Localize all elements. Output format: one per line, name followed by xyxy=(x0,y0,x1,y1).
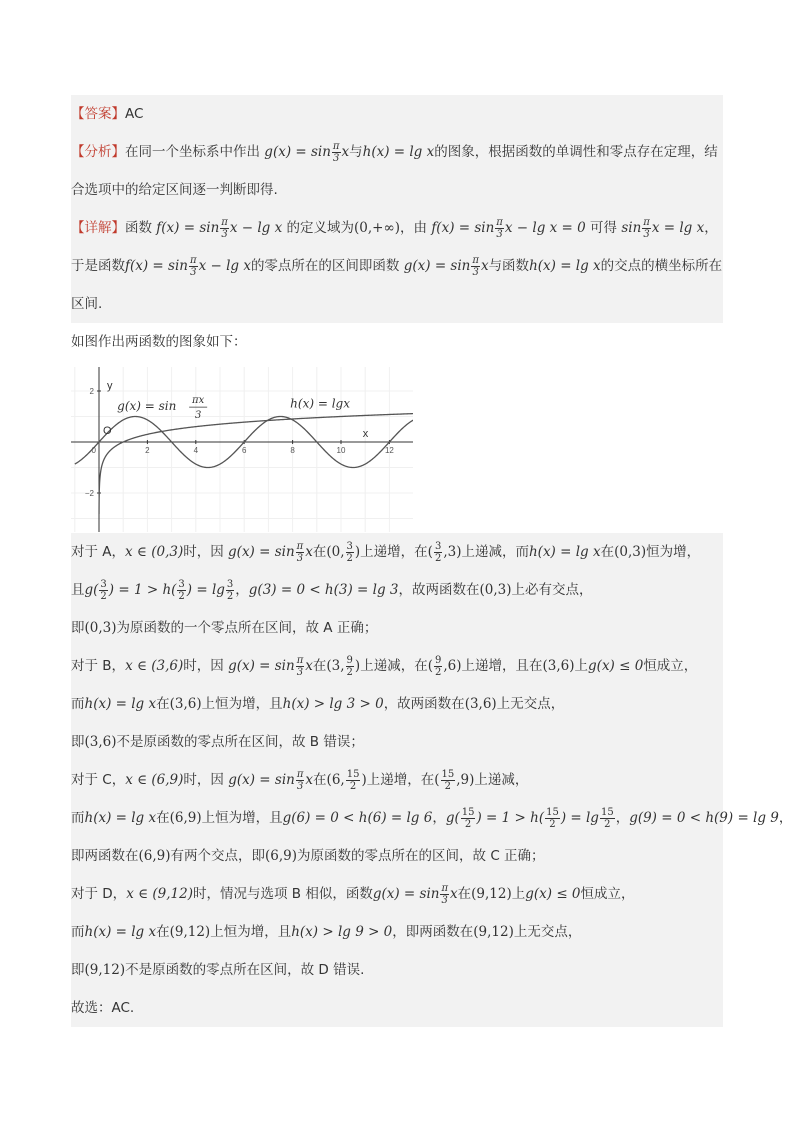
case-a-line-2 xyxy=(71,571,723,609)
zero-tick-label: 0 xyxy=(91,446,96,455)
case-b-line-2 xyxy=(71,685,723,723)
text: 恒成立， xyxy=(643,658,698,674)
function-graph xyxy=(71,367,413,532)
fraction: $\frac{\pi}{3}$ xyxy=(189,254,197,278)
math: (3, xyxy=(326,658,345,674)
x-axis-label: x xyxy=(362,428,369,440)
case-a-line-1 xyxy=(71,533,723,571)
text: 于是函数 xyxy=(71,258,125,274)
case-c-line-1 xyxy=(71,761,723,799)
answer-line xyxy=(71,95,723,133)
solution-block xyxy=(71,95,793,1027)
math: x − lg x xyxy=(198,258,251,274)
math: g(x) = sin xyxy=(228,772,295,788)
math: h(x) = lg x xyxy=(84,924,157,940)
text: ， xyxy=(704,220,718,236)
analysis-text: 在同一个坐标系中作出 xyxy=(125,144,260,160)
text: 为原函数的零点所在的区间，故 C 正确； xyxy=(297,848,545,864)
fraction: $\frac{\pi}{3}$ xyxy=(296,654,304,678)
case-b-line-1 xyxy=(71,647,723,685)
analysis-text: 的图象，根据函数的单调性和零点存在定理，结 xyxy=(434,144,718,160)
fraction: $\frac{\pi}{3}$ xyxy=(441,882,449,906)
case-d-line-1 xyxy=(71,875,723,913)
final-answer: 故选：AC. xyxy=(71,1000,135,1016)
text: 对于 B， xyxy=(71,658,126,674)
case-c-line-2 xyxy=(71,799,793,837)
fraction: $\frac{15}{2}$ xyxy=(600,806,614,830)
math: g(x) = sin xyxy=(372,886,440,902)
math: ( xyxy=(427,544,433,560)
math: ( xyxy=(427,658,433,674)
fraction: $\frac{\pi}{3}$ xyxy=(496,216,503,240)
text: 上无交点， xyxy=(496,696,565,712)
h-legend-label: h(x) = lgx xyxy=(290,396,351,411)
g-label-denominator: 3 xyxy=(194,410,202,422)
text: 在 xyxy=(600,544,615,560)
text: 上必有交点， xyxy=(511,582,593,598)
text: 上无交点， xyxy=(513,924,582,940)
x-tick-label: 10 xyxy=(336,446,346,455)
text: 上递减， xyxy=(474,772,529,788)
fraction: $\frac{15}{2}$ xyxy=(346,768,360,792)
y-axis-label: y xyxy=(107,380,113,392)
math: ,3) xyxy=(443,544,462,560)
text: 上递增，且在 xyxy=(461,658,543,674)
math: g( xyxy=(445,810,460,826)
math-g: g(x) = sin xyxy=(264,144,331,160)
fraction: $\frac{3}{2}$ xyxy=(100,578,107,602)
analysis-line-2 xyxy=(71,171,723,209)
math: (9,12) xyxy=(169,924,211,940)
text: 恒成立， xyxy=(580,886,635,902)
text: 在 xyxy=(312,544,327,560)
text: 时，因 xyxy=(183,772,224,788)
math-f: f(x) = sin xyxy=(125,258,188,274)
text: 在 xyxy=(156,924,170,940)
fraction: $\frac{3}{2}$ xyxy=(226,578,234,602)
math: ) = 1 > h( xyxy=(108,582,177,598)
graph-intro-line xyxy=(71,323,723,361)
text: 而 xyxy=(71,810,85,826)
fraction: $\frac{3}{2}$ xyxy=(346,540,353,564)
text: 即 xyxy=(71,620,85,636)
math: sin xyxy=(621,220,642,236)
text: 为原函数的一个零点所在区间，故 A 正确； xyxy=(116,620,378,636)
text: 上 xyxy=(511,886,526,902)
math-g: g(x) = sin xyxy=(403,258,471,274)
fraction: $\frac{15}{2}$ xyxy=(461,806,475,830)
case-d-line-3 xyxy=(71,951,723,989)
math-h: h(x) = lg x xyxy=(529,258,601,274)
math: (6,9) xyxy=(265,848,298,864)
text: 不是原函数的零点所在区间，故 D 错误. xyxy=(125,962,365,978)
text: 即 xyxy=(71,734,85,750)
math: ,6) xyxy=(443,658,462,674)
math: ,9) xyxy=(456,772,475,788)
text: 的定义域为 xyxy=(286,220,355,236)
math: (0,3) xyxy=(84,620,117,636)
math: h(x) = lg x xyxy=(84,810,157,826)
math: ) xyxy=(354,544,361,560)
math: (9,12) xyxy=(471,886,512,902)
text: 上递增，在 xyxy=(366,772,435,788)
fraction: $\frac{15}{2}$ xyxy=(441,768,455,792)
math: ) = 1 > h( xyxy=(476,810,545,826)
math-h: h(x) = lg x xyxy=(362,144,435,160)
final-answer-line xyxy=(71,989,723,1027)
math: x ∈ (6,9) xyxy=(125,772,184,788)
text: 而 xyxy=(71,924,85,940)
math: g(9) = 0 < h(9) = lg 9 xyxy=(629,810,779,826)
math: (9,12) xyxy=(473,924,514,940)
math: (0, xyxy=(326,544,345,560)
math: g(x) = sin xyxy=(228,544,295,560)
x-tick-label: 8 xyxy=(290,446,295,455)
math: (3,6) xyxy=(464,696,497,712)
math-x: x xyxy=(341,144,350,160)
text: 可得 xyxy=(590,220,618,236)
fraction: $\frac{\pi}{3}$ xyxy=(472,254,479,278)
origin-label: O xyxy=(103,425,112,437)
math: g(x) = sin xyxy=(228,658,295,674)
text: 在 xyxy=(156,696,170,712)
math: x = lg x xyxy=(651,220,705,236)
x-tick-label: 12 xyxy=(384,446,394,455)
text: 函数 xyxy=(125,220,152,236)
math: x ∈ (3,6) xyxy=(125,658,184,674)
text: 即两函数在 xyxy=(71,848,139,864)
text: 即 xyxy=(71,962,85,978)
text: ，即两函数在 xyxy=(392,924,474,940)
math: (6,9) xyxy=(169,810,202,826)
text: 上恒为增，且 xyxy=(201,696,283,712)
text: 对于 A， xyxy=(71,544,126,560)
math: (3,6) xyxy=(542,658,575,674)
text: ， xyxy=(778,810,793,826)
analysis-text: 合选项中的给定区间逐一判断即得. xyxy=(71,182,278,198)
y-tick-label: 2 xyxy=(89,387,94,396)
fraction: $\frac{3}{2}$ xyxy=(178,578,185,602)
math: (3,6) xyxy=(169,696,202,712)
text: 上递增，在 xyxy=(360,544,428,560)
text: 在 xyxy=(312,658,327,674)
fraction: $\frac{\pi}{3}$ xyxy=(296,540,304,564)
text: ， xyxy=(615,810,630,826)
text: 的交点的横坐标所在 xyxy=(600,258,723,274)
text: ，故两函数在 xyxy=(398,582,480,598)
fraction: $\frac{\pi}{3}$ xyxy=(221,216,228,240)
math: h(x) > lg 3 > 0 xyxy=(282,696,384,712)
text: 对于 C， xyxy=(71,772,126,788)
math: x − lg x = 0 xyxy=(504,220,586,236)
text: 不是原函数的零点所在区间，故 B 错误； xyxy=(116,734,364,750)
math-f: f(x) = sin xyxy=(156,220,220,236)
math: ) = lg xyxy=(186,582,225,598)
text: 时，情况与选项 B 相似，函数 xyxy=(192,886,373,902)
text: 在 xyxy=(457,886,472,902)
math: x xyxy=(305,544,313,560)
math: ) = lg xyxy=(560,810,599,826)
text: 在 xyxy=(156,810,170,826)
math-domain: (0,+∞) xyxy=(354,220,401,236)
detail-line-2 xyxy=(71,247,723,285)
text: ，故两函数在 xyxy=(383,696,465,712)
text: 上 xyxy=(574,658,589,674)
x-tick-label: 2 xyxy=(145,446,150,455)
case-c-line-3 xyxy=(71,837,723,875)
math: g( xyxy=(84,582,99,598)
answer-tag: 【答案】 xyxy=(71,106,125,122)
text: 对于 D， xyxy=(71,886,127,902)
x-tick-label: 6 xyxy=(241,446,247,455)
math: g(6) = 0 < h(6) = lg 6 xyxy=(282,810,433,826)
math: (0,3) xyxy=(614,544,647,560)
text: 区间. xyxy=(71,296,103,312)
text: 恒为增， xyxy=(646,544,701,560)
detail-tag: 【详解】 xyxy=(71,220,125,236)
math: x − lg x xyxy=(229,220,283,236)
case-d-line-2 xyxy=(71,913,723,951)
text: 而 xyxy=(71,696,85,712)
text: 上恒为增，且 xyxy=(201,810,283,826)
graph-intro: 如图作出两函数的图象如下： xyxy=(71,334,247,350)
text: 时，因 xyxy=(183,658,224,674)
math: (9,12) xyxy=(84,962,126,978)
text: 的零点所在的区间即函数 xyxy=(250,258,400,274)
math: (0,3) xyxy=(479,582,512,598)
fraction: $\frac{3}{2}$ xyxy=(434,540,442,564)
math: x ∈ (9,12) xyxy=(126,886,193,902)
math: x xyxy=(450,886,458,902)
text: 与函数 xyxy=(488,258,530,274)
text: ， xyxy=(432,810,446,826)
math: (3,6) xyxy=(84,734,117,750)
case-a-line-3 xyxy=(71,609,723,647)
fraction: $\frac{15}{2}$ xyxy=(546,806,559,830)
text: 上恒为增，且 xyxy=(210,924,292,940)
text: 上递减，在 xyxy=(360,658,428,674)
x-tick-label: 4 xyxy=(193,446,199,455)
fraction: $\frac{\pi}{3}$ xyxy=(296,768,304,792)
text: 上递减，而 xyxy=(461,544,529,560)
graph-container xyxy=(71,361,723,533)
math: g(x) ≤ 0 xyxy=(588,658,644,674)
fraction: $\frac{\pi}{3}$ xyxy=(332,140,340,164)
math: h(x) > lg 9 > 0 xyxy=(291,924,393,940)
text: ， xyxy=(235,582,249,598)
math-f: f(x) = sin xyxy=(431,220,495,236)
detail-line-3 xyxy=(71,285,723,323)
text: 有两个交点，即 xyxy=(170,848,266,864)
text: ，由 xyxy=(400,220,428,236)
case-b-line-3 xyxy=(71,723,723,761)
math: x xyxy=(305,772,314,788)
g-label-numerator: πx xyxy=(192,395,205,407)
analysis-line-1 xyxy=(71,133,723,171)
math: ) xyxy=(361,772,367,788)
g-label-text: g(x) = sin xyxy=(117,399,177,414)
analysis-tag: 【分析】 xyxy=(71,144,125,160)
math: x ∈ (0,3) xyxy=(125,544,184,560)
math: g(x) ≤ 0 xyxy=(525,886,581,902)
math: (6, xyxy=(326,772,345,788)
math: (6,9) xyxy=(138,848,171,864)
math: x xyxy=(305,658,313,674)
text: 且 xyxy=(71,582,85,598)
math-x: x xyxy=(480,258,489,274)
text: 在 xyxy=(313,772,327,788)
text: 时，因 xyxy=(183,544,224,560)
detail-line-1 xyxy=(71,209,723,247)
math: ( xyxy=(434,772,440,788)
text: 与 xyxy=(349,144,363,160)
fraction: $\frac{9}{2}$ xyxy=(434,654,442,678)
y-tick-label: −2 xyxy=(84,489,94,498)
fraction: $\frac{\pi}{3}$ xyxy=(643,216,650,240)
math: h(x) = lg x xyxy=(84,696,157,712)
math: h(x) = lg x xyxy=(528,544,601,560)
answer-value: AC xyxy=(125,106,144,122)
fraction: $\frac{9}{2}$ xyxy=(346,654,353,678)
math: ) xyxy=(354,658,361,674)
math: g(3) = 0 < h(3) = lg 3 xyxy=(248,582,399,598)
